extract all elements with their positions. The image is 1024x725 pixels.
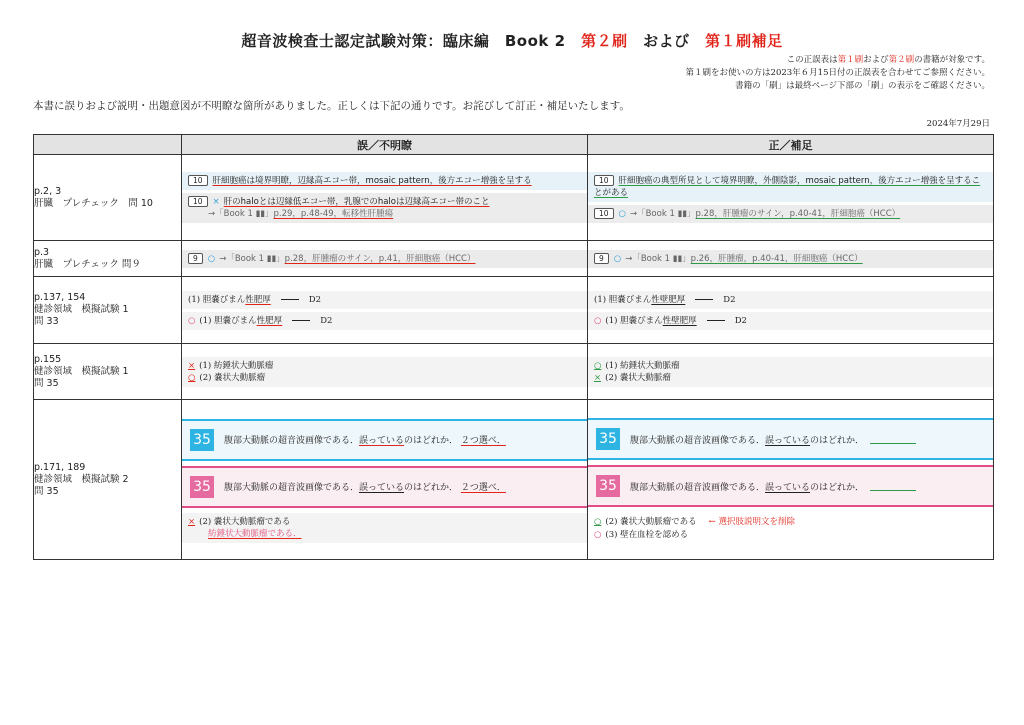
wrong-box	[182, 193, 587, 223]
page-ref: p.155	[34, 353, 62, 365]
page-ref: p.137, 154	[34, 292, 86, 303]
wrong-cell	[182, 277, 588, 344]
question-number: 9	[594, 253, 609, 264]
issue-date: 2024年7月29日	[926, 119, 990, 129]
section-ref: 肝臓 プレチェック 問９	[34, 258, 141, 270]
wrong-cell	[182, 155, 588, 241]
page-ref: p.2, 3	[34, 185, 62, 197]
cross-mark-icon: ×	[188, 516, 196, 527]
section-ref: 健診領域 模擬試験 1	[34, 304, 129, 315]
circle-mark-icon: ○	[594, 517, 602, 527]
question-number: 10	[594, 208, 614, 219]
wrong-text: 肝のhaloとは辺縁低エコー帯，乳腺でのhaloは辺縁高エコー帯のこと	[223, 197, 490, 207]
question-ref: 問 35	[34, 485, 59, 497]
wrong-text: 紡錘状大動脈瘤である．	[208, 528, 302, 539]
question-ref: 問 35	[34, 377, 59, 389]
right-cell	[588, 277, 994, 344]
question-number: 9	[188, 253, 203, 264]
cross-mark-icon: ×	[212, 197, 220, 207]
book-icon: ▮▮	[672, 253, 683, 264]
wrong-cell	[182, 241, 588, 277]
intro-text: 本書に誤りおよび説明・出題意図が不明瞭な箇所がありました。正しくは下記の通りです。お詫びして訂正・補足いたします。	[33, 100, 630, 112]
circle-mark-icon: ○	[188, 372, 196, 383]
question-number-badge: 35	[190, 429, 214, 451]
question-number: 10	[594, 175, 614, 186]
table-row	[34, 241, 994, 277]
book-icon: ▮▮	[677, 209, 687, 219]
dash-line	[695, 299, 713, 300]
dash-line	[292, 320, 310, 321]
row-location	[34, 241, 182, 277]
right-cell	[588, 241, 994, 277]
section-ref: 肝臓 プレチェック 問 10	[34, 197, 153, 209]
question-banner: 35 腹部大動脈の超音波画像である． 誤っている のはどれか．	[588, 465, 993, 507]
question-ref: 問 33	[34, 316, 59, 327]
book-reference: →「Book 1 ▮▮」p.28，肝腫瘤のサイン，p.40-41，肝細胞癌（HCC）	[629, 209, 901, 219]
table-row	[34, 155, 994, 241]
section-ref: 健診領域 模擬試験 1	[34, 365, 129, 377]
right-box: 9 ○ →「Book 1 ▮▮」p.26，肝腫瘤，p.40-41，肝細胞癌（HCC）	[588, 250, 993, 268]
wrong-cell	[182, 400, 588, 560]
page-ref: p.171, 189	[34, 461, 86, 473]
row-location	[34, 400, 182, 560]
circle-mark-icon: ○	[207, 253, 216, 264]
wrong-text: 肝細胞癌は境界明瞭，辺縁高エコー帯，mosaic pattern，後方エコー増強を呈する	[212, 176, 532, 186]
wrong-box	[182, 172, 587, 190]
page-title: 超音波検査士認定試験対策：臨床編 Book 2 第２刷 および 第１刷補足	[241, 32, 783, 50]
question-number-badge: 35	[596, 428, 620, 450]
circle-mark-icon: ○	[188, 315, 196, 326]
circle-mark-icon: ○	[594, 360, 602, 371]
note-line-1: この正誤表は第１刷および第２刷の書籍が対象です。	[786, 55, 990, 65]
book-reference: →「Book 1 ▮▮」p.29，p.48-49，転移性肝腫瘍	[208, 209, 394, 219]
dash-line	[281, 299, 299, 300]
question-number-badge: 35	[596, 475, 620, 497]
blank-line	[870, 434, 916, 444]
row-location	[34, 155, 182, 241]
right-box: (1) 胆嚢びまん性壁肥厚 D2	[588, 291, 993, 309]
question-banner: 35 腹部大動脈の超音波画像である． 誤っている のはどれか．	[588, 418, 993, 460]
right-cell	[588, 155, 994, 241]
table-row	[34, 277, 994, 344]
cross-mark-icon: ×	[188, 360, 196, 371]
wrong-box: 9 ○ →「Book 1 ▮▮」p.28，肝腫瘤のサイン，p.41，肝細胞癌（HCC）	[182, 250, 587, 268]
row-location	[34, 344, 182, 400]
erratum-table	[33, 134, 994, 560]
cross-mark-icon: ×	[594, 372, 602, 383]
right-options: ○ (2) 嚢状大動脈瘤である ← 選択肢説明文を削除 ○ (3) 壁在血栓を認める	[594, 517, 795, 540]
wrong-box: (1) 胆嚢びまん性肥厚 D2	[182, 291, 587, 309]
wrong-box: × (1) 紡錘状大動脈瘤 ○ (2) 嚢状大動脈瘤	[182, 357, 587, 387]
note-line-2: 第１刷をお使いの方は2023年６月15日付の正誤表を合わせてご参照ください。	[685, 68, 990, 78]
dash-line	[707, 320, 725, 321]
right-box	[588, 205, 993, 223]
header-right: 正／補足	[588, 135, 994, 155]
header-wrong: 誤／不明瞭	[182, 135, 588, 155]
wrong-cell	[182, 344, 588, 400]
right-box: ○ (1) 胆嚢びまん性壁肥厚 D2	[588, 312, 993, 330]
circle-mark-icon: ○	[594, 315, 602, 326]
question-number: 10	[188, 196, 208, 207]
question-banner: 35 腹部大動脈の超音波画像である． 誤っている のはどれか． ２つ選べ．	[182, 419, 587, 461]
note-line-3: 書籍の「刷」は最終ページ下部の「刷」の表示をご確認ください。	[735, 81, 990, 91]
book-icon: ▮▮	[266, 253, 277, 264]
header-location	[34, 135, 182, 155]
table-row	[34, 344, 994, 400]
deletion-note: ← 選択肢説明文を削除	[708, 517, 795, 527]
blank-line	[870, 481, 916, 491]
question-banner: 35 腹部大動脈の超音波画像である． 誤っている のはどれか． ２つ選べ．	[182, 466, 587, 508]
book-icon: ▮▮	[255, 209, 265, 219]
wrong-box: × (2) 嚢状大動脈瘤である 紡錘状大動脈瘤である．	[182, 513, 587, 543]
circle-mark-icon: ○	[594, 530, 602, 540]
question-number-badge: 35	[190, 476, 214, 498]
right-box	[588, 172, 993, 202]
right-text: 肝細胞癌の典型所見として境界明瞭，外側陰影，mosaic pattern，後方エコー増強を呈することがある	[594, 176, 981, 198]
header-notes	[686, 54, 990, 93]
right-cell	[588, 400, 994, 560]
right-box: ○ (1) 紡錘状大動脈瘤 × (2) 嚢状大動脈瘤	[588, 357, 993, 387]
row-location	[34, 277, 182, 344]
table-row	[34, 400, 994, 560]
page-ref: p.3	[34, 246, 50, 258]
wrong-box: ○ (1) 胆嚢びまん性肥厚 D2	[182, 312, 587, 330]
right-cell	[588, 344, 994, 400]
question-number: 10	[188, 175, 208, 186]
section-ref: 健診領域 模擬試験 2	[34, 473, 129, 485]
circle-mark-icon: ○	[613, 253, 622, 264]
circle-mark-icon: ○	[618, 209, 626, 219]
